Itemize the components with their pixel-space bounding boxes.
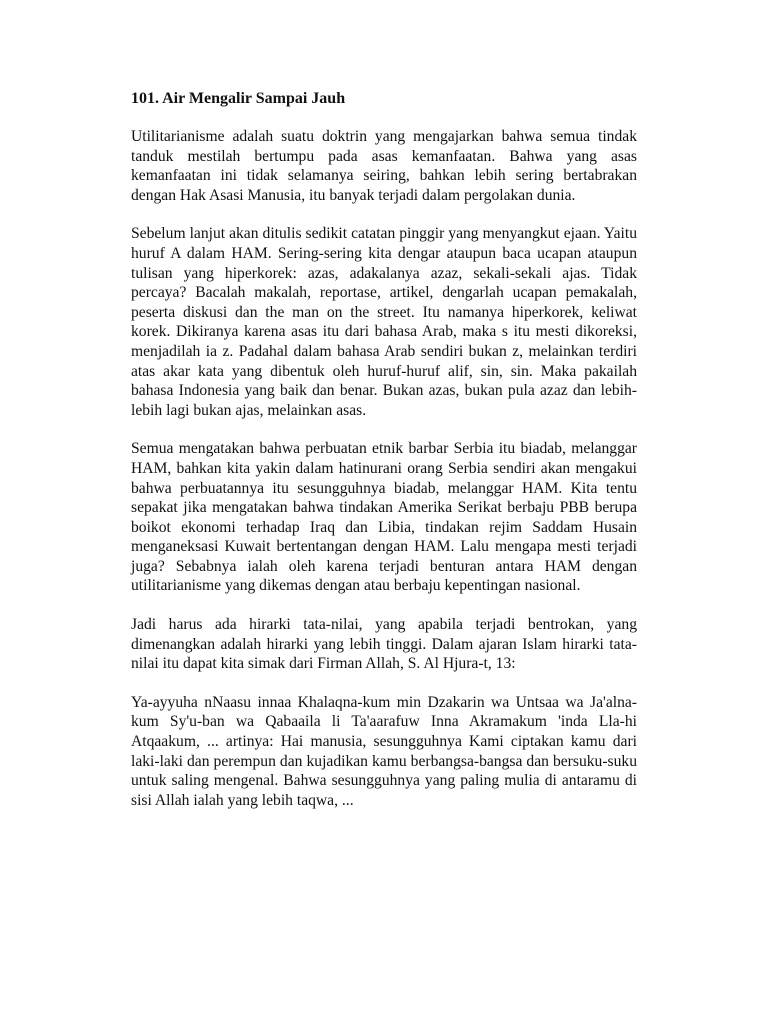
paragraph-serbia: Semua mengatakan bahwa perbuatan etnik barbar Serbia itu biadab, melanggar HAM, bahkan kita yakin dalam hatinurani orang Serbia sendiri akan mengakui bahwa perbuatannya itu sesungguhnya biadab, melanggar HAM. Kita tentu sepakat jika mengatakan bahwa tindakan Amerika Serikat berbaju PBB berupa boikot ekonomi terhadap Iraq dan Libia, tindakan rejim Saddam Husain menganeksasi Kuwait bertentangan dengan HAM. Lalu mengapa mesti terjadi juga? Sebabnya ialah oleh karena terjadi benturan antara HAM dengan utilitarianisme yang dikemas dengan atau berbaju kepentingan nasional. <box>131 440 637 595</box>
document-page <box>131 88 637 829</box>
paragraph-hirarki: Jadi harus ada hirarki tata-nilai, yang apabila terjadi bentrokan, yang dimenangkan adalah hirarki yang lebih tinggi. Dalam ajaran Islam hirarki tata-nilai itu dapat kita simak dari Firman Allah, S. Al Hjura-t, 13: <box>131 616 637 673</box>
paragraph-utilitarianisme: Utilitarianisme adalah suatu doktrin yang mengajarkan bahwa semua tindak tanduk mestilah bertumpu pada asas kemanfaatan. Bahwa yang asas kemanfaatan ini tidak selamanya seiring, bahkan lebih sering bertabrakan dengan Hak Asasi Manusia, itu banyak terjadi dalam pergolakan dunia. <box>131 128 637 204</box>
document-title: 101. Air Mengalir Sampai Jauh <box>131 90 346 107</box>
paragraph-ayat: Ya-ayyuha nNaasu innaa Khalaqna-kum min Dzakarin wa Untsaa wa Ja'alna-kum Sy'u-ban wa Qabaaila li Ta'aarafuw Inna Akramakum 'inda Lla-hi Atqaakum, ... artinya: Hai manusia, sesungguhnya Kami ciptakan kamu dari laki-laki dan perempun dan kujadikan kamu berbangsa-bangsa dan bersuku-suku untuk saling mengenal. Bahwa sesungguhnya yang paling mulia di antaramu di sisi Allah ialah yang lebih taqwa, ... <box>131 693 637 809</box>
paragraph-ejaan: Sebelum lanjut akan ditulis sedikit catatan pinggir yang menyangkut ejaan. Yaitu huruf A dalam HAM. Sering-sering kita dengar ataupun baca ucapan ataupun tulisan yang hiperkorek: azas, adakalanya azaz, sekali-sekali ajas. Tidak percaya? Bacalah makalah, reportase, artikel, dengarlah ucapan pemakalah, peserta diskusi dan the man on the street. Itu namanya hiperkorek, keliwat korek. Dikiranya karena asas itu dari bahasa Arab, maka s itu mesti dikoreksi, menjadilah ia z. Padahal dalam bahasa Arab sendiri bukan z, melainkan terdiri atas akar kata yang dibentuk oleh huruf-huruf alif, sin, sin. Maka pakailah bahasa Indonesia yang baik dan benar. Bukan azas, bukan pula azaz dan lebih-lebih lagi bukan ajas, melainkan asas. <box>131 225 637 419</box>
